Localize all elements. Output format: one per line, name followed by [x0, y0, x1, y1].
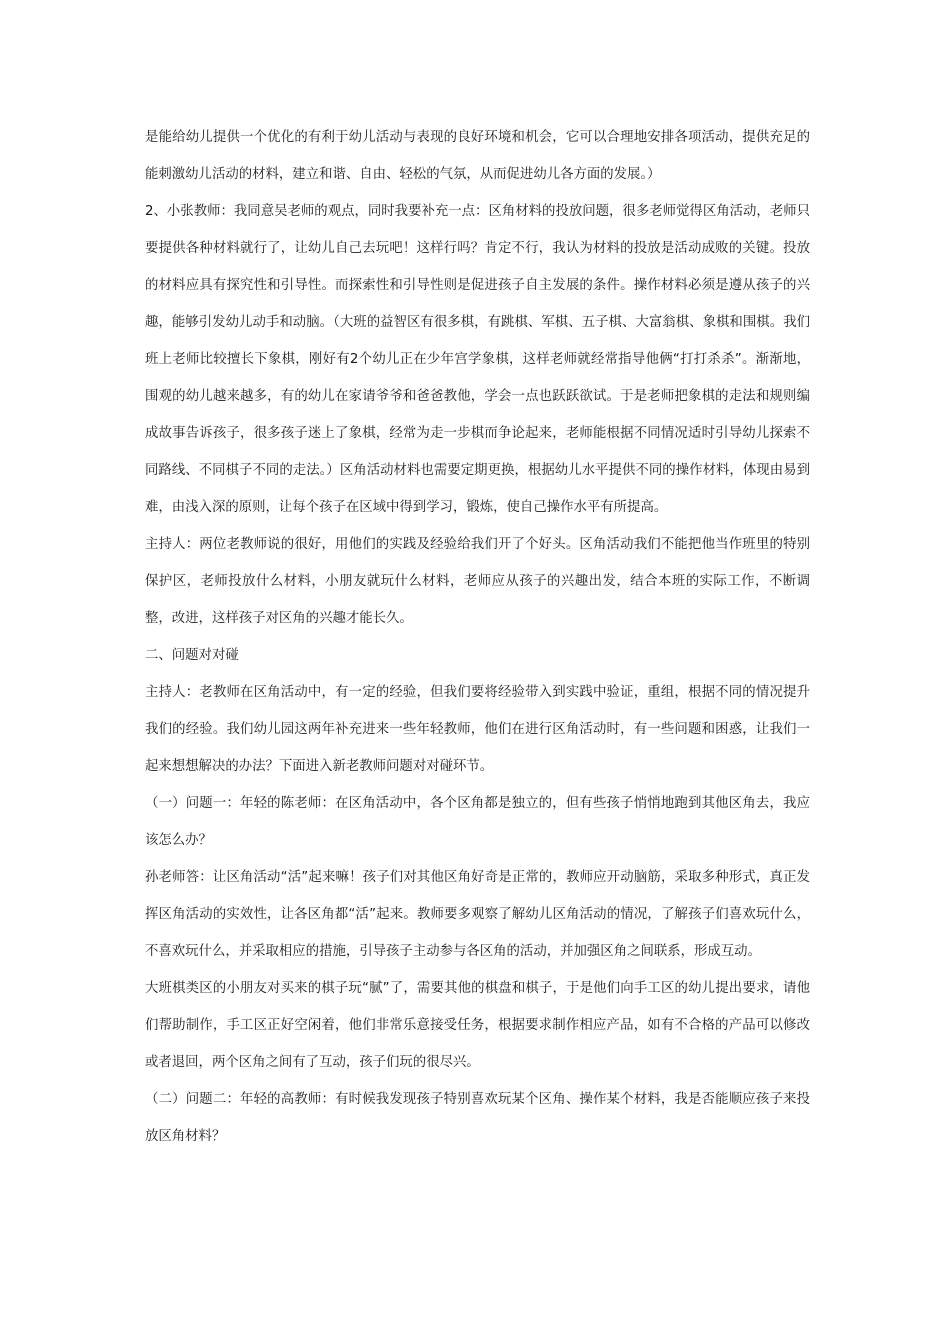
section-heading-questions: 二、问题对对碰	[145, 648, 239, 663]
paragraph-question-one: （一）问题一：年轻的陈老师：在区角活动中，各个区角都是独立的，但有些孩子悄悄地跑到其他区角去，我应该怎么办？	[145, 796, 810, 848]
paragraph-host-intro: 主持人：老教师在区角活动中，有一定的经验，但我们要将经验带入到实践中验证，重组，根据不同的情况提升我们的经验。我们幼儿园这两年补充进来一些年轻教师，他们在进行区角活动时，有一些问题和困惑，让我们一起来想想解决的办法？下面进入新老教师问题对对碰环节。	[145, 685, 810, 774]
paragraph-question-two: （二）问题二：年轻的高教师：有时候我发现孩子特别喜欢玩某个区角、操作某个材料，我是否能顺应孩子来投放区角材料？	[145, 1092, 810, 1144]
paragraph-teacher-zhang: 2、小张教师：我同意吴老师的观点，同时我要补充一点：区角材料的投放问题，很多老师觉得区角活动，老师只要提供各种材料就行了，让幼儿自己去玩吧！这样行吗？肯定不行，我认为材料的投放是活动成败的关键。投放的材料应具有探究性和引导性。而探索性和引导性则是促进孩子自主发展的条件。操作材料必须是遵从孩子的兴趣，能够引发幼儿动手和动脑。（大班的益智区有很多棋，有跳棋、军棋、五子棋、大富翁棋、象棋和围棋。我们班上老师比较擅长下象棋，刚好有2个幼儿正在少年宫学象棋，这样老师就经常指导他俩“打打杀杀”。渐渐地，围观的幼儿越来越多，有的幼儿在家请爷爷和爸爸教他，学会一点也跃跃欲试。于是老师把象棋的走法和规则编成故事告诉孩子，很多孩子迷上了象棋，经常为走一步棋而争论起来，老师能根据不同情况适时引导幼儿探索不同路线、不同棋子不同的走法。）区角活动材料也需要定期更换，根据幼儿水平提供不同的操作材料，体现由易到难，由浅入深的原则，让每个孩子在区域中得到学习，锻炼，使自己操作水平有所提高。	[145, 204, 810, 515]
document-body	[145, 119, 810, 1155]
paragraph-answer-sun: 孙老师答：让区角活动“活”起来嘛！孩子们对其他区角好奇是正常的，教师应开动脑筋，采取多种形式，真正发挥区角活动的实效性，让各区角都“活”起来。教师要多观察了解幼儿区角活动的情况，了解孩子们喜欢玩什么，不喜欢玩什么，并采取相应的措施，引导孩子主动参与各区角的活动，并加强区角之间联系，形成互动。	[145, 870, 810, 959]
paragraph-chess-example: 大班棋类区的小朋友对买来的棋子玩“腻”了，需要其他的棋盘和棋子，于是他们向手工区的幼儿提出要求，请他们帮助制作，手工区正好空闲着，他们非常乐意接受任务，根据要求制作相应产品，如有不合格的产品可以修改或者退回，两个区角之间有了互动，孩子们玩的很尽兴。	[145, 981, 810, 1070]
paragraph-host-comment: 主持人：两位老教师说的很好，用他们的实践及经验给我们开了个好头。区角活动我们不能把他当作班里的特别保护区，老师投放什么材料，小朋友就玩什么材料，老师应从孩子的兴趣出发，结合本班的实际工作，不断调整，改进，这样孩子对区角的兴趣才能长久。	[145, 537, 810, 626]
paragraph-environment-summary: 是能给幼儿提供一个优化的有利于幼儿活动与表现的良好环境和机会，它可以合理地安排各项活动，提供充足的能刺激幼儿活动的材料，建立和谐、自由、轻松的气氛，从而促进幼儿各方面的发展。）	[145, 130, 810, 182]
